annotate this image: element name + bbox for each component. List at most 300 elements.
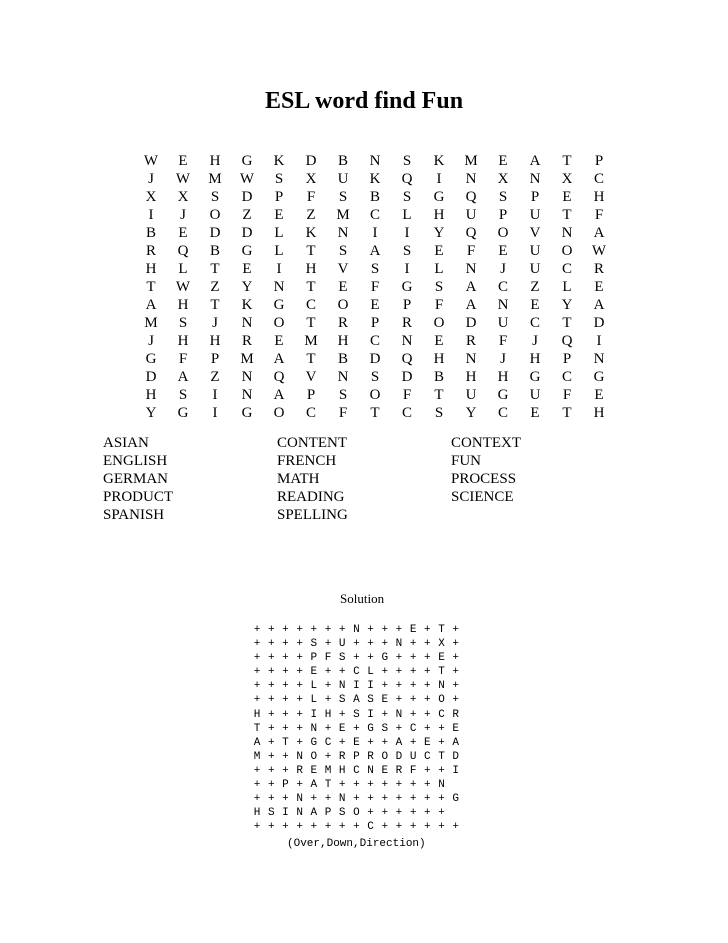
grid-letter: Y bbox=[433, 225, 445, 241]
grid-letter: A bbox=[593, 297, 605, 313]
word-list-item: PROCESS bbox=[451, 471, 517, 487]
solution-cell: S bbox=[338, 807, 346, 820]
grid-letter: N bbox=[465, 351, 477, 367]
grid-letter: R bbox=[241, 333, 252, 349]
solution-cell: + bbox=[253, 694, 261, 707]
grid-letter: H bbox=[529, 351, 541, 367]
solution-cell bbox=[449, 778, 463, 792]
grid-letter: B bbox=[433, 369, 444, 385]
grid-letter: X bbox=[145, 189, 157, 205]
grid-letter: C bbox=[369, 333, 380, 349]
solution-cell: + bbox=[282, 652, 289, 665]
solution-cell: I bbox=[282, 807, 289, 820]
grid-letter: H bbox=[177, 297, 189, 313]
solution-cell: M bbox=[324, 764, 332, 777]
grid-letter: Z bbox=[242, 207, 252, 223]
grid-letter: N bbox=[337, 369, 349, 385]
solution-cell: + bbox=[267, 708, 275, 721]
solution-cell: N bbox=[367, 764, 374, 777]
solution-cell: + bbox=[324, 624, 332, 636]
solution-cell: R bbox=[296, 764, 303, 777]
grid-letter: S bbox=[402, 189, 412, 205]
solution-cell: + bbox=[267, 793, 275, 806]
solution-cell: + bbox=[452, 666, 460, 679]
solution-cell: + bbox=[353, 722, 360, 735]
solution-cell: + bbox=[381, 793, 389, 806]
solution-cell: + bbox=[338, 666, 346, 679]
solution-cell: S bbox=[353, 708, 360, 721]
grid-letter: H bbox=[337, 333, 349, 349]
solution-cell: + bbox=[253, 779, 261, 792]
grid-letter: H bbox=[593, 189, 605, 205]
grid-letter: J bbox=[148, 333, 154, 349]
grid-letter: A bbox=[273, 351, 285, 367]
solution-cell: + bbox=[267, 666, 275, 679]
grid-letter: O bbox=[209, 207, 221, 223]
grid-letter: M bbox=[304, 333, 318, 349]
grid-letter: I bbox=[372, 225, 378, 241]
grid-letter: N bbox=[465, 261, 477, 277]
word-list-column-2 bbox=[277, 434, 348, 524]
solution-cell: A bbox=[452, 736, 460, 749]
grid-letter: V bbox=[337, 261, 349, 277]
solution-cell: + bbox=[310, 793, 318, 806]
solution-cell: + bbox=[296, 666, 303, 679]
grid-letter: V bbox=[305, 369, 317, 385]
grid-letter: C bbox=[305, 297, 316, 313]
grid-letter: I bbox=[404, 225, 410, 241]
grid-letter: A bbox=[465, 297, 477, 313]
grid-letter: T bbox=[562, 153, 572, 169]
solution-cell: + bbox=[424, 666, 431, 679]
grid-letter: H bbox=[433, 207, 445, 223]
grid-letter: R bbox=[401, 315, 412, 331]
grid-letter: S bbox=[338, 387, 348, 403]
grid-letter: D bbox=[305, 153, 317, 169]
solution-grid bbox=[250, 623, 463, 834]
solution-cell: T bbox=[253, 722, 261, 735]
solution-cell: + bbox=[338, 708, 346, 721]
solution-cell: R bbox=[395, 764, 403, 777]
solution-cell: + bbox=[282, 722, 289, 735]
word-list-column-3 bbox=[451, 434, 521, 506]
grid-letter: I bbox=[148, 207, 154, 223]
solution-cell: + bbox=[267, 779, 275, 792]
grid-letter: N bbox=[497, 297, 509, 313]
grid-letter: H bbox=[177, 333, 189, 349]
solution-cell: I bbox=[310, 708, 318, 721]
grid-letter: Q bbox=[401, 171, 413, 187]
solution-cell: + bbox=[282, 750, 289, 763]
solution-cell: E bbox=[338, 722, 346, 735]
solution-cell: + bbox=[296, 779, 303, 792]
grid-letter: N bbox=[593, 351, 605, 367]
solution-cell: A bbox=[310, 779, 318, 792]
grid-letter: F bbox=[498, 333, 508, 349]
solution-cell: + bbox=[324, 793, 332, 806]
grid-letter: X bbox=[497, 171, 509, 187]
grid-letter: F bbox=[306, 189, 316, 205]
solution-cell: + bbox=[324, 694, 332, 707]
grid-letter: S bbox=[338, 243, 348, 259]
solution-cell: C bbox=[424, 750, 431, 763]
grid-letter: Y bbox=[465, 405, 477, 421]
grid-letter: G bbox=[273, 297, 285, 313]
grid-letter: T bbox=[210, 261, 220, 277]
grid-letter: E bbox=[274, 333, 284, 349]
solution-cell: O bbox=[381, 750, 389, 763]
solution-cell: N bbox=[338, 680, 346, 693]
grid-letter: C bbox=[497, 279, 508, 295]
grid-letter: F bbox=[402, 387, 412, 403]
grid-letter: I bbox=[212, 405, 218, 421]
grid-letter: E bbox=[594, 387, 604, 403]
grid-letter: M bbox=[144, 315, 158, 331]
grid-letter: T bbox=[146, 279, 156, 295]
solution-cell: L bbox=[310, 694, 318, 707]
grid-letter: D bbox=[145, 369, 157, 385]
grid-letter: L bbox=[274, 243, 284, 259]
solution-cell: + bbox=[452, 821, 460, 834]
grid-letter: H bbox=[593, 405, 605, 421]
grid-letter: D bbox=[241, 189, 253, 205]
solution-cell: E bbox=[424, 736, 431, 749]
grid-letter: C bbox=[497, 405, 508, 421]
solution-cell: + bbox=[324, 638, 332, 651]
solution-cell: + bbox=[324, 750, 332, 763]
grid-letter: B bbox=[209, 243, 220, 259]
solution-cell: + bbox=[282, 666, 289, 679]
solution-cell: + bbox=[452, 694, 460, 707]
solution-cell: O bbox=[353, 807, 360, 820]
solution-cell: + bbox=[452, 638, 460, 651]
grid-letter: T bbox=[562, 207, 572, 223]
page-title: ESL word find Fun bbox=[264, 88, 464, 114]
grid-letter: R bbox=[145, 243, 156, 259]
grid-letter: F bbox=[178, 351, 188, 367]
solution-cell: E bbox=[409, 624, 417, 636]
grid-letter: K bbox=[369, 171, 381, 187]
grid-letter: Q bbox=[561, 333, 573, 349]
solution-cell: + bbox=[395, 652, 403, 665]
solution-cell: + bbox=[409, 652, 417, 665]
grid-letter: G bbox=[401, 279, 413, 295]
solution-cell: A bbox=[310, 807, 318, 820]
grid-letter: T bbox=[562, 405, 572, 421]
grid-letter: F bbox=[466, 243, 476, 259]
solution-cell: R bbox=[338, 750, 346, 763]
solution-cell: T bbox=[438, 624, 445, 636]
grid-letter: C bbox=[401, 405, 412, 421]
solution-cell: + bbox=[395, 779, 403, 792]
grid-letter: M bbox=[464, 153, 478, 169]
solution-cell: + bbox=[424, 694, 431, 707]
solution-cell: D bbox=[452, 750, 460, 763]
grid-letter: T bbox=[306, 243, 316, 259]
solution-cell: + bbox=[424, 680, 431, 693]
solution-cell: + bbox=[409, 680, 417, 693]
solution-cell: C bbox=[353, 764, 360, 777]
grid-letter: C bbox=[561, 261, 572, 277]
solution-cell: E bbox=[381, 694, 389, 707]
solution-cell: U bbox=[409, 750, 417, 763]
grid-letter: N bbox=[561, 225, 573, 241]
grid-letter: S bbox=[498, 189, 508, 205]
grid-letter: C bbox=[593, 171, 604, 187]
grid-letter: P bbox=[402, 297, 412, 313]
grid-letter: X bbox=[305, 171, 317, 187]
grid-letter: P bbox=[210, 351, 220, 367]
grid-letter: Z bbox=[306, 207, 316, 223]
grid-letter: E bbox=[562, 189, 572, 205]
solution-cell: + bbox=[395, 807, 403, 820]
solution-cell: + bbox=[395, 624, 403, 636]
grid-letter: I bbox=[212, 387, 218, 403]
grid-letter: E bbox=[498, 153, 508, 169]
solution-cell: + bbox=[395, 666, 403, 679]
solution-cell: U bbox=[338, 638, 346, 651]
grid-letter: A bbox=[273, 387, 285, 403]
grid-letter: U bbox=[529, 261, 541, 277]
grid-letter: W bbox=[143, 153, 159, 169]
grid-letter: O bbox=[561, 243, 573, 259]
grid-letter: L bbox=[562, 279, 572, 295]
grid-letter: Q bbox=[465, 225, 477, 241]
grid-letter: D bbox=[465, 315, 477, 331]
solution-cell: C bbox=[324, 736, 332, 749]
grid-letter: E bbox=[274, 207, 284, 223]
solution-cell: S bbox=[367, 694, 374, 707]
grid-letter: L bbox=[274, 225, 284, 241]
grid-letter: D bbox=[369, 351, 381, 367]
grid-letter: N bbox=[273, 279, 285, 295]
grid-letter: L bbox=[178, 261, 188, 277]
solution-cell: + bbox=[381, 736, 389, 749]
solution-cell: T bbox=[282, 736, 289, 749]
solution-cell: N bbox=[338, 793, 346, 806]
grid-letter: E bbox=[530, 297, 540, 313]
solution-cell: + bbox=[409, 793, 417, 806]
solution-cell: + bbox=[296, 821, 303, 834]
grid-letter: G bbox=[529, 369, 541, 385]
grid-letter: H bbox=[465, 369, 477, 385]
solution-cell: N bbox=[395, 708, 403, 721]
grid-letter: G bbox=[177, 405, 189, 421]
grid-letter: X bbox=[177, 189, 189, 205]
grid-letter: E bbox=[178, 153, 188, 169]
solution-cell: E bbox=[438, 652, 445, 665]
grid-letter: W bbox=[239, 171, 255, 187]
grid-letter: U bbox=[337, 171, 349, 187]
solution-cell: + bbox=[424, 793, 431, 806]
solution-cell: C bbox=[353, 666, 360, 679]
grid-letter: S bbox=[370, 369, 380, 385]
solution-cell: + bbox=[438, 722, 445, 735]
solution-cell: + bbox=[409, 638, 417, 651]
solution-cell: I bbox=[452, 764, 460, 777]
solution-cell: + bbox=[267, 750, 275, 763]
solution-cell: + bbox=[438, 736, 445, 749]
grid-letter: D bbox=[209, 225, 221, 241]
solution-cell: + bbox=[438, 764, 445, 777]
grid-letter: A bbox=[369, 243, 381, 259]
grid-letter: W bbox=[175, 279, 191, 295]
grid-letter: E bbox=[370, 297, 380, 313]
grid-letter: I bbox=[596, 333, 602, 349]
grid-letter: Q bbox=[465, 189, 477, 205]
solution-cell: + bbox=[381, 779, 389, 792]
solution-cell: + bbox=[282, 708, 289, 721]
solution-cell: T bbox=[324, 779, 332, 792]
grid-letter: A bbox=[177, 369, 189, 385]
solution-cell: + bbox=[267, 638, 275, 651]
grid-letter: F bbox=[594, 207, 604, 223]
solution-cell: N bbox=[296, 807, 303, 820]
solution-cell: T bbox=[438, 666, 445, 679]
grid-letter: N bbox=[241, 369, 253, 385]
grid-letter: I bbox=[276, 261, 282, 277]
solution-cell: + bbox=[253, 793, 261, 806]
solution-cell: + bbox=[424, 652, 431, 665]
grid-letter: C bbox=[369, 207, 380, 223]
solution-cell: + bbox=[381, 666, 389, 679]
grid-letter: J bbox=[212, 315, 218, 331]
grid-letter: T bbox=[370, 405, 380, 421]
grid-letter: W bbox=[175, 171, 191, 187]
solution-cell: + bbox=[282, 694, 289, 707]
solution-cell: + bbox=[381, 680, 389, 693]
solution-cell: + bbox=[324, 680, 332, 693]
solution-cell: A bbox=[353, 694, 360, 707]
grid-letter: K bbox=[273, 153, 285, 169]
solution-cell: + bbox=[353, 779, 360, 792]
solution-cell: P bbox=[353, 750, 360, 763]
solution-cell: + bbox=[424, 624, 431, 636]
grid-letter: Y bbox=[561, 297, 573, 313]
grid-letter: H bbox=[305, 261, 317, 277]
solution-cell: E bbox=[310, 666, 318, 679]
solution-cell: + bbox=[296, 694, 303, 707]
grid-letter: U bbox=[529, 387, 541, 403]
solution-cell: + bbox=[353, 652, 360, 665]
solution-cell: + bbox=[395, 793, 403, 806]
grid-letter: T bbox=[306, 351, 316, 367]
solution-cell: + bbox=[253, 821, 261, 834]
grid-letter: E bbox=[434, 243, 444, 259]
grid-letter: H bbox=[145, 387, 157, 403]
solution-cell: + bbox=[409, 736, 417, 749]
grid-letter: S bbox=[402, 153, 412, 169]
grid-letter: G bbox=[241, 243, 253, 259]
solution-cell: + bbox=[438, 793, 445, 806]
grid-letter: Q bbox=[177, 243, 189, 259]
grid-letter: Q bbox=[401, 351, 413, 367]
word-list-item: CONTENT bbox=[277, 435, 347, 451]
grid-letter: R bbox=[465, 333, 476, 349]
solution-cell: + bbox=[409, 821, 417, 834]
grid-letter: H bbox=[209, 153, 221, 169]
grid-letter: P bbox=[370, 315, 380, 331]
grid-letter: N bbox=[241, 387, 253, 403]
grid-letter: N bbox=[465, 171, 477, 187]
grid-letter: G bbox=[433, 189, 445, 205]
solution-cell: H bbox=[338, 764, 346, 777]
solution-cell: + bbox=[267, 680, 275, 693]
grid-letter: E bbox=[594, 279, 604, 295]
grid-letter: C bbox=[561, 369, 572, 385]
grid-letter: N bbox=[401, 333, 413, 349]
grid-letter: F bbox=[562, 387, 572, 403]
solution-cell: + bbox=[424, 638, 431, 651]
solution-cell: + bbox=[438, 821, 445, 834]
grid-letter: M bbox=[240, 351, 254, 367]
solution-cell: + bbox=[253, 764, 261, 777]
solution-cell: + bbox=[353, 821, 360, 834]
word-list-item: CONTEXT bbox=[451, 435, 521, 451]
solution-cell: + bbox=[296, 638, 303, 651]
word-list-item: SCIENCE bbox=[451, 489, 514, 505]
solution-cell: O bbox=[438, 694, 445, 707]
solution-cell: L bbox=[310, 680, 318, 693]
word-list-item: SPELLING bbox=[277, 507, 348, 523]
solution-cell: L bbox=[367, 666, 374, 679]
solution-cell: + bbox=[253, 666, 261, 679]
grid-letter: B bbox=[337, 153, 348, 169]
solution-cell: S bbox=[381, 722, 389, 735]
grid-letter: T bbox=[306, 279, 316, 295]
word-list-item: MATH bbox=[277, 471, 320, 487]
grid-letter: E bbox=[498, 243, 508, 259]
word-list-item: PRODUCT bbox=[103, 489, 174, 505]
solution-cell: + bbox=[424, 807, 431, 820]
word-list-item: FRENCH bbox=[277, 453, 337, 469]
grid-letter: D bbox=[401, 369, 413, 385]
grid-letter: U bbox=[465, 207, 477, 223]
solution-cell: + bbox=[367, 779, 374, 792]
solution-cell: R bbox=[367, 750, 374, 763]
grid-letter: U bbox=[465, 387, 477, 403]
word-list-column-1 bbox=[103, 434, 173, 524]
grid-letter: F bbox=[338, 405, 348, 421]
solution-cell: N bbox=[395, 638, 403, 651]
grid-letter: T bbox=[210, 297, 220, 313]
solution-cell: + bbox=[282, 793, 289, 806]
grid-letter: M bbox=[208, 171, 222, 187]
solution-cell: I bbox=[367, 708, 374, 721]
solution-cell: + bbox=[395, 821, 403, 834]
solution-heading: Solution bbox=[340, 591, 385, 606]
solution-cell: S bbox=[338, 694, 346, 707]
solution-cell: + bbox=[338, 624, 346, 636]
solution-cell: + bbox=[381, 708, 389, 721]
solution-cell: + bbox=[338, 779, 346, 792]
solution-cell: O bbox=[310, 750, 318, 763]
grid-letter: M bbox=[336, 207, 350, 223]
grid-letter: G bbox=[497, 387, 509, 403]
solution-cell: + bbox=[452, 680, 460, 693]
grid-letter: Z bbox=[530, 279, 540, 295]
solution-cell: + bbox=[409, 779, 417, 792]
solution-cell: D bbox=[395, 750, 403, 763]
grid-letter: Y bbox=[145, 405, 157, 421]
letter-grid bbox=[135, 152, 615, 422]
grid-letter: P bbox=[594, 153, 604, 169]
word-list-item: ASIAN bbox=[103, 435, 149, 451]
grid-letter: S bbox=[338, 189, 348, 205]
solution-cell: F bbox=[409, 764, 417, 777]
solution-cell: G bbox=[452, 793, 460, 806]
solution-cell: + bbox=[367, 807, 374, 820]
